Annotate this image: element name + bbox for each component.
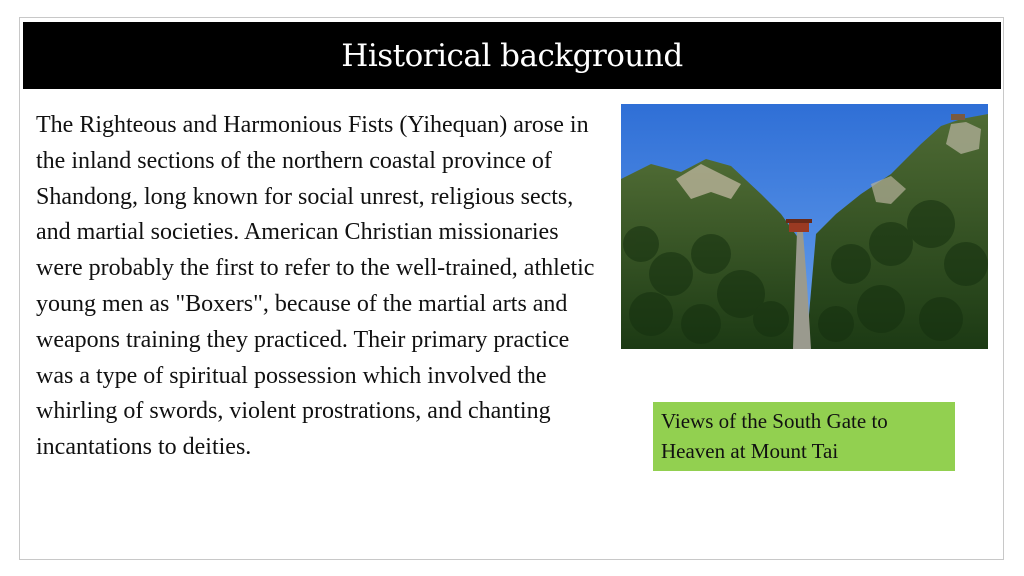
slide-title: Historical background [341,37,683,74]
mount-tai-photo [621,104,988,349]
gate-roof [786,219,812,223]
south-gate [789,222,809,232]
body-paragraph: The Righteous and Harmonious Fists (Yihequan) arose in the inland sections of the northern coastal province of Shandong, long known for social unrest, religious sects, and martial societies. American Christian missionaries were probably the first to refer to the well-trained, athletic young men as "Boxers", because of the martial arts and weapons training they practiced. Their primary practice was a type of spiritual possession which involved the whirling of swords, violent prostrations, and chanting incantations to deities. [36,112,595,461]
title-bar [23,22,1001,89]
mount-tai-illustration [621,104,988,349]
photo-caption: Views of the South Gate to Heaven at Mount Tai [653,402,955,471]
summit-temple [951,114,965,120]
slide [19,17,1004,560]
